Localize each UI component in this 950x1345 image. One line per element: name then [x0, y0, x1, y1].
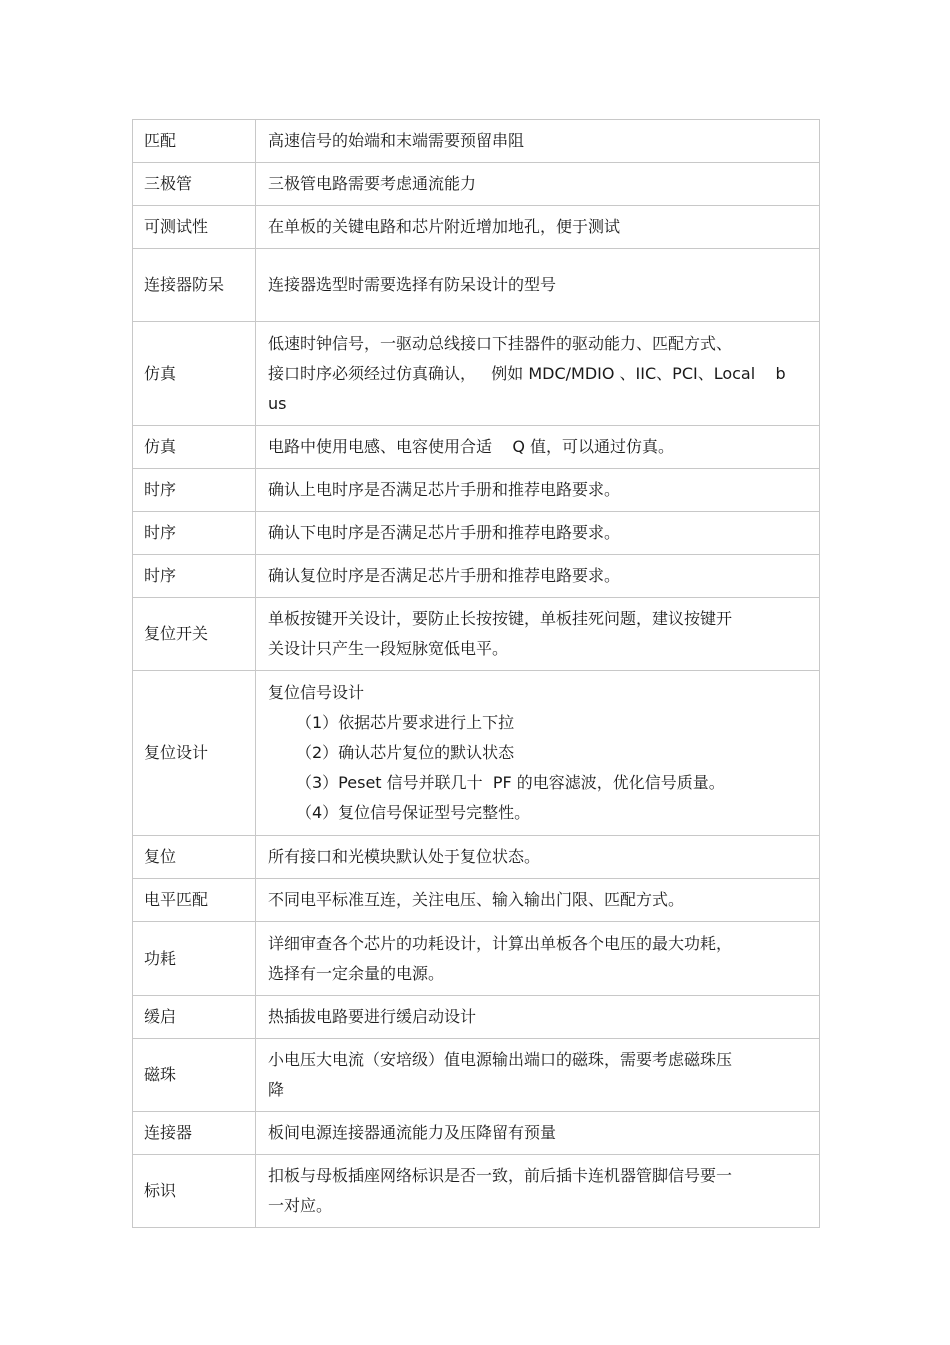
table-row [133, 598, 820, 671]
description-line: （2）确认芯片复位的默认状态 [296, 743, 515, 762]
table-row [133, 206, 820, 249]
term-cell: 复位设计 [133, 671, 256, 836]
term-cell: 仿真 [133, 426, 256, 469]
term-cell: 缓启 [133, 996, 256, 1039]
description-line: 复位信号设计 [268, 683, 365, 702]
description-line: 高速信号的始端和末端需要预留串阻 [268, 131, 525, 150]
description-cell [256, 206, 820, 249]
term-cell: 时序 [133, 469, 256, 512]
table-row [133, 1039, 820, 1112]
description-cell [256, 249, 820, 322]
description-line: 确认上电时序是否满足芯片手册和推荐电路要求。 [268, 480, 621, 499]
description-line: 电路中使用电感、电容使用合适 Q 值，可以通过仿真。 [268, 437, 675, 456]
description-cell [256, 1112, 820, 1155]
table-row [133, 671, 820, 836]
term-cell: 标识 [133, 1155, 256, 1228]
description-line: 不同电平标准互连，关注电压、输入输出门限、匹配方式。 [268, 890, 685, 909]
term-cell: 仿真 [133, 322, 256, 426]
description-cell [256, 163, 820, 206]
term-cell: 电平匹配 [133, 879, 256, 922]
description-line: 三极管电路需要考虑通流能力 [268, 174, 477, 193]
checklist-table [132, 119, 820, 1228]
description-line: 确认下电时序是否满足芯片手册和推荐电路要求。 [268, 523, 621, 542]
term-cell: 连接器防呆 [133, 249, 256, 322]
description-cell [256, 469, 820, 512]
description-line: （4）复位信号保证型号完整性。 [296, 803, 531, 822]
description-cell [256, 322, 820, 426]
description-cell [256, 1039, 820, 1112]
description-line: （1）依据芯片要求进行上下拉 [296, 713, 515, 732]
description-cell [256, 879, 820, 922]
description-line: 扣板与母板插座网络标识是否一致，前后插卡连机器管脚信号要一 [268, 1166, 733, 1185]
description-line: 板间电源连接器通流能力及压降留有预量 [268, 1123, 557, 1142]
table-row [133, 1112, 820, 1155]
description-line: 低速时钟信号，一驱动总线接口下挂器件的驱动能力、匹配方式、 [268, 333, 733, 353]
table-row [133, 322, 820, 426]
table-row [133, 512, 820, 555]
description-line: 确认复位时序是否满足芯片手册和推荐电路要求。 [268, 566, 621, 585]
description-line: 选择有一定余量的电源。 [268, 963, 445, 983]
description-cell [256, 598, 820, 671]
description-line: 热插拔电路要进行缓启动设计 [268, 1007, 477, 1026]
table-row [133, 555, 820, 598]
description-cell [256, 922, 820, 996]
description-line: 单板按键开关设计，要防止长按按键，单板挂死问题，建议按键开 [268, 609, 733, 628]
term-cell: 复位开关 [133, 598, 256, 671]
term-cell: 磁珠 [133, 1039, 256, 1112]
table-row [133, 249, 820, 322]
description-line: 连接器选型时需要选择有防呆设计的型号 [268, 275, 557, 294]
description-line: 所有接口和光模块默认处于复位状态。 [268, 847, 541, 866]
description-cell [256, 555, 820, 598]
description-line: 降 [268, 1080, 285, 1099]
description-cell [256, 426, 820, 469]
description-cell [256, 120, 820, 163]
description-cell [256, 836, 820, 879]
description-cell [256, 1155, 820, 1228]
term-cell: 匹配 [133, 120, 256, 163]
description-line: 详细审查各个芯片的功耗设计，计算出单板各个电压的最大功耗， [268, 933, 733, 953]
table-row [133, 836, 820, 879]
table-row [133, 996, 820, 1039]
table-row [133, 163, 820, 206]
term-cell: 三极管 [133, 163, 256, 206]
description-line: 一对应。 [268, 1196, 333, 1215]
term-cell: 连接器 [133, 1112, 256, 1155]
description-cell [256, 671, 820, 836]
description-line: us [268, 393, 287, 413]
description-line: 接口时序必须经过仿真确认， 例如 MDC/MDIO 、IIC、PCI、Local b [268, 363, 786, 383]
description-cell [256, 512, 820, 555]
term-cell: 可测试性 [133, 206, 256, 249]
description-line: 小电压大电流（安培级）值电源输出端口的磁珠，需要考虑磁珠压 [268, 1050, 733, 1069]
description-line: 在单板的关键电路和芯片附近增加地孔，便于测试 [268, 217, 621, 236]
term-cell: 时序 [133, 555, 256, 598]
table-row [133, 922, 820, 996]
table-row [133, 426, 820, 469]
table-row [133, 469, 820, 512]
term-cell: 复位 [133, 836, 256, 879]
table-row [133, 879, 820, 922]
table-row [133, 120, 820, 163]
description-cell [256, 996, 820, 1039]
description-line: （3）Peset 信号并联几十 PF 的电容滤波，优化信号质量。 [296, 773, 725, 792]
term-cell: 功耗 [133, 922, 256, 996]
description-line: 关设计只产生一段短脉宽低电平。 [268, 639, 509, 658]
table-row [133, 1155, 820, 1228]
term-cell: 时序 [133, 512, 256, 555]
